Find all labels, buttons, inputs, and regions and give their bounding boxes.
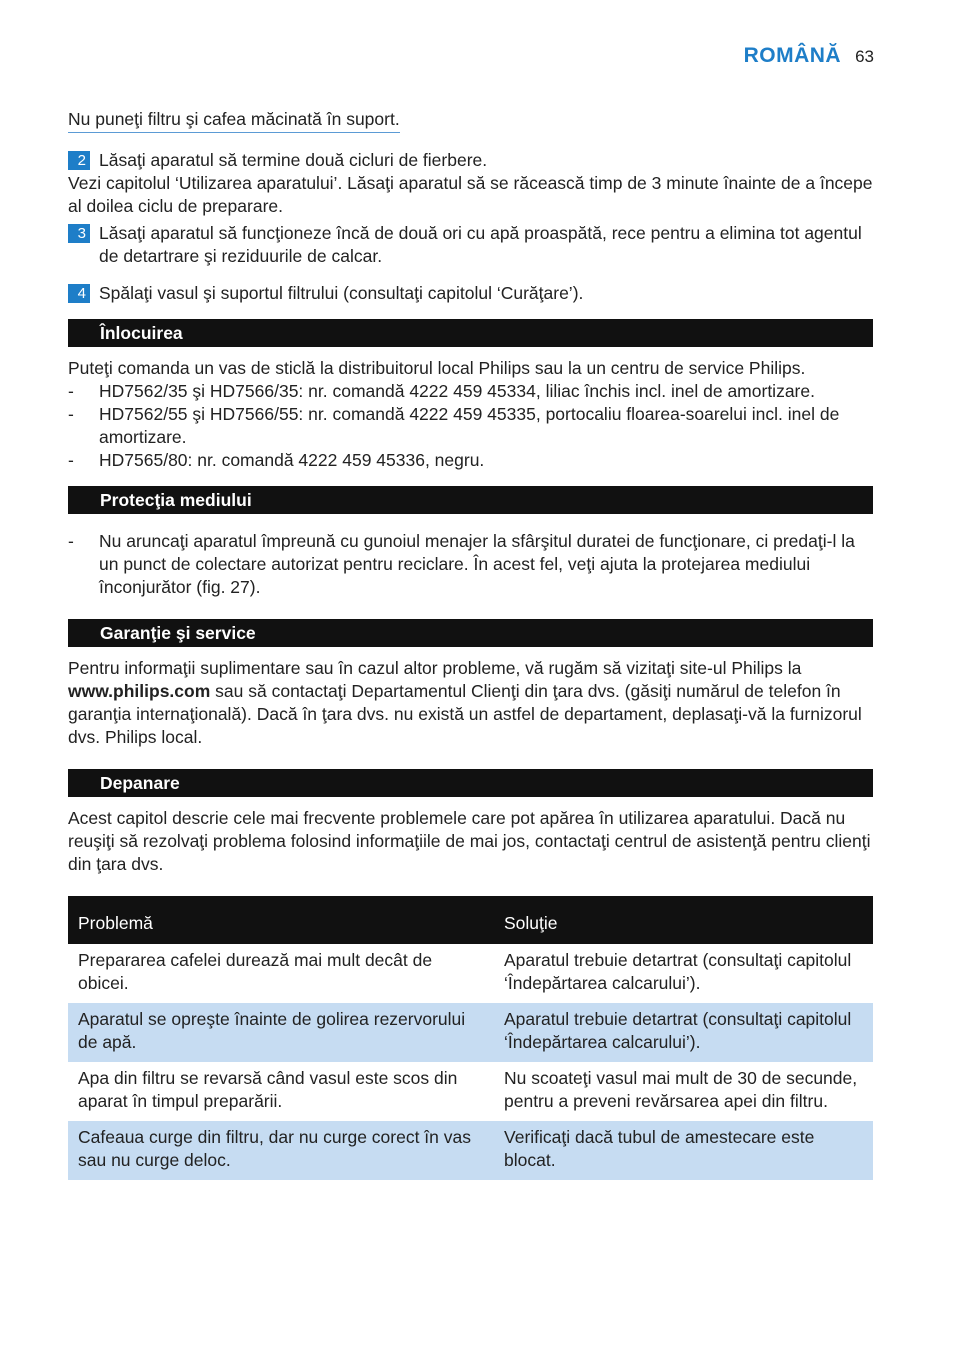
list-item: - HD7562/35 şi HD7566/35: nr. comandă 4222 459 45334, liliac închis incl. inel de amortizare. [68, 381, 815, 401]
step-text: Spălaţi vasul şi suportul filtrului (consultaţi capitolul ‘Curăţare’). [99, 283, 584, 303]
step-number: 2 [68, 151, 90, 170]
replacement-intro: Puteţi comanda un vas de sticlă la distribuitorul local Philips sau la un centru de service Philips. [68, 358, 806, 378]
column-header-solution: Soluţie [494, 896, 873, 944]
column-header-problem: Problemă [68, 896, 494, 944]
step-number: 4 [68, 284, 90, 303]
solution-cell: Aparatul trebuie detartrat (consultaţi capitolul ‘Îndepărtarea calcarului’). [504, 950, 852, 993]
step-text: Lăsaţi aparatul să funcţioneze încă de două ori cu apă proaspătă, rece pentru a elimina tot agentul de detartrare şi reziduurile de calcar. [99, 223, 862, 266]
note-line [68, 108, 873, 145]
language-label: ROMÂNĂ [743, 44, 842, 67]
solution-cell: Aparatul trebuie detartrat (consultaţi capitolul ‘Îndepărtarea calcarului’). [494, 1003, 873, 1062]
philips-website-link[interactable]: www.philips.com [68, 681, 211, 701]
section-heading-warranty: Garanţie şi service [68, 619, 873, 647]
problem-cell: Cafeaua curge din filtru, dar nu curge corect în vas sau nu curge deloc. [68, 1121, 494, 1180]
section-heading-environment: Protecţia mediului [68, 486, 873, 514]
table-row [68, 1121, 873, 1180]
step-4 [68, 282, 873, 305]
table-header-row [68, 896, 873, 944]
solution-cell: Nu scoateţi vasul mai mult de 30 de secunde, pentru a preveni revărsarea apei din filtru. [504, 1068, 858, 1111]
table-row [68, 944, 873, 1003]
section-heading-troubleshooting: Depanare [68, 769, 873, 797]
step-description: Vezi capitolul ‘Utilizarea aparatului’. Lăsaţi aparatul să se răcească timp de 3 minute înainte de a începe al doilea ciclu de preparare. [68, 173, 873, 216]
troubleshooting-intro: Acest capitol descrie cele mai frecvente problemele care pot apărea în utilizarea aparatului. Dacă nu reuşiţi să rezolvaţi problema folosind informaţiile de mai jos, contactaţi centrul de asistenţă pentru clienţi din ţara dvs. [68, 808, 871, 874]
step-2 [68, 149, 873, 172]
list-item: - Nu aruncaţi aparatul împreună cu gunoiul menajer la sfârşitul duratei de funcţionare, ci predaţi-l la un punct de colectare autorizat pentru reciclare. În acest fel, veţi ajuta la protejarea mediului înconjurător (fig. 27). [68, 531, 855, 597]
troubleshooting-table [68, 896, 873, 1180]
table-row [68, 1003, 873, 1062]
table-row [68, 1062, 873, 1121]
page-header [744, 44, 874, 68]
problem-cell: Apa din filtru se revarsă când vasul este scos din aparat în timpul preparării. [78, 1068, 458, 1111]
warranty-text: Pentru informaţii suplimentare sau în cazul altor probleme, vă rugăm să vizitaţi site-ul Philips la www.philips.com sau să contactaţi Departamentul Clienţi din ţara dvs. (găsiţi numărul de telefon în garanţia internaţională). Dacă în ţara dvs. nu există un astfel de departament, deplasaţi-vă la furnizorul dvs. Philips local. [68, 658, 862, 747]
problem-cell: Prepararea cafelei durează mai mult decât de obicei. [78, 950, 433, 993]
step-text: Lăsaţi aparatul să termine două cicluri de fierbere. [99, 150, 488, 170]
page-number: 63 [855, 47, 874, 66]
solution-cell: Verificaţi dacă tubul de amestecare este blocat. [494, 1121, 873, 1180]
problem-cell: Aparatul se opreşte înainte de golirea rezervorului de apă. [68, 1003, 494, 1062]
list-item: - HD7562/55 şi HD7566/55: nr. comandă 4222 459 45335, portocaliu floarea-soarelui incl. inel de amortizare. [68, 404, 840, 447]
step-number: 3 [68, 224, 90, 243]
step-3 [68, 222, 873, 268]
page-content [68, 108, 873, 1180]
list-item: - HD7565/80: nr. comandă 4222 459 45336, negru. [68, 450, 485, 470]
note-text: Nu puneţi filtru şi cafea măcinată în suport. [68, 108, 400, 133]
section-heading-replacement: Înlocuirea [68, 319, 873, 347]
